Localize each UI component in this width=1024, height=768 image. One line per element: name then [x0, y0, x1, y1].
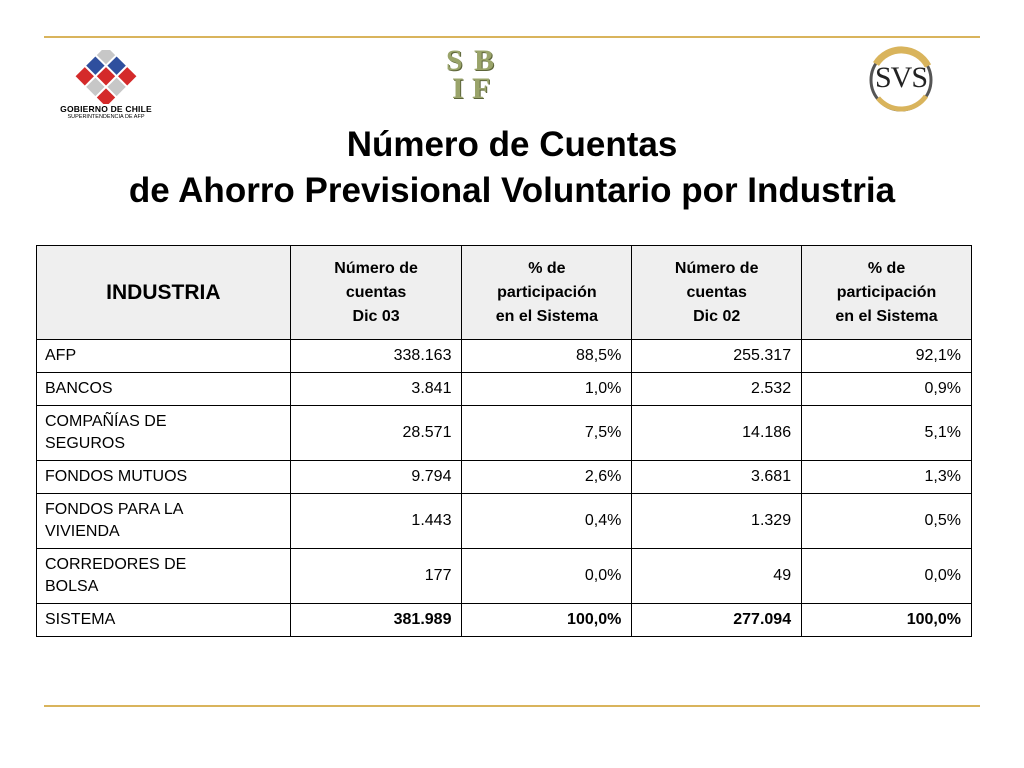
- top-divider: [44, 36, 980, 38]
- table-row-companias-de-seguros: [37, 406, 972, 461]
- accounts-dic03-cell: 1.443: [290, 494, 462, 549]
- share-dic03-cell: 0,4%: [462, 494, 632, 549]
- accounts-dic03-cell: 3.841: [290, 373, 462, 406]
- header-line: en el Sistema: [495, 307, 599, 325]
- sbif-letter-f: F: [472, 72, 491, 105]
- share-dic03-cell: 1,0%: [462, 373, 632, 406]
- accounts-dic02-cell: 2.532: [632, 373, 802, 406]
- industry-cell: [37, 461, 291, 494]
- share-dic03-cell: 0,0%: [462, 549, 632, 604]
- accounts-dic03-cell: 9.794: [290, 461, 462, 494]
- industry-name: SISTEMA: [45, 611, 116, 628]
- header-line: en el Sistema: [835, 307, 938, 325]
- share-dic02-cell: 92,1%: [802, 340, 972, 373]
- header-cuentas-dic03: [290, 246, 462, 340]
- accounts-dic02-cell: 277.094: [632, 604, 802, 637]
- gobierno-name: GOBIERNO DE CHILE: [60, 104, 152, 114]
- industry-name: CORREDORES DE: [45, 556, 187, 573]
- accounts-dic02-cell: 3.681: [632, 461, 802, 494]
- sbif-logo: [444, 44, 508, 108]
- industry-name: COMPAÑÍAS DE: [45, 413, 167, 430]
- header-participacion-dic02: [802, 246, 972, 340]
- table-row-bancos: [37, 373, 972, 406]
- gobierno-subtitle: SUPERINTENDENCIA DE AFP: [67, 114, 145, 120]
- share-dic02-cell: 0,0%: [802, 549, 972, 604]
- accounts-dic03-cell: 177: [290, 549, 462, 604]
- header-cuentas-dic02: [632, 246, 802, 340]
- accounts-dic03-cell: 381.989: [290, 604, 462, 637]
- header-line: participación: [497, 283, 597, 301]
- share-dic03-cell: 88,5%: [462, 340, 632, 373]
- table-row-fondos-mutuos: [37, 461, 972, 494]
- table-row-fondos-para-la-vivienda: [37, 494, 972, 549]
- sbif-letter-b: B: [474, 44, 495, 77]
- accounts-dic02-cell: 14.186: [632, 406, 802, 461]
- bottom-divider: [44, 705, 980, 707]
- table-row-sistema-total: [37, 604, 972, 637]
- industry-cell: [37, 340, 291, 373]
- industry-name: BOLSA: [45, 578, 99, 595]
- share-dic03-cell: 100,0%: [462, 604, 632, 637]
- chile-emblem-icon: [70, 50, 142, 104]
- share-dic02-cell: 0,5%: [802, 494, 972, 549]
- table-row-afp: [37, 340, 972, 373]
- header-line: Dic 03: [352, 307, 400, 325]
- industry-cell: [37, 373, 291, 406]
- share-dic02-cell: 0,9%: [802, 373, 972, 406]
- share-dic02-cell: 5,1%: [802, 406, 972, 461]
- accounts-dic02-cell: 255.317: [632, 340, 802, 373]
- header-line: participación: [836, 283, 937, 301]
- svs-logo: [866, 44, 938, 114]
- header-line: cuentas: [345, 283, 407, 301]
- industry-cell: [37, 549, 291, 604]
- industry-cell: [37, 494, 291, 549]
- sbif-letter-i: I: [452, 72, 464, 105]
- header-line: cuentas: [686, 283, 747, 301]
- industry-name: SEGUROS: [45, 435, 126, 452]
- industry-name: FONDOS PARA LA: [45, 501, 184, 518]
- industry-name: VIVIENDA: [45, 523, 120, 540]
- gobierno-de-chile-logo: [56, 50, 156, 122]
- header-line: Dic 02: [693, 307, 741, 325]
- header-participacion-dic03: [462, 246, 632, 340]
- page-title-line-2: de Ahorro Previsional Voluntario por Industria: [128, 171, 896, 210]
- svs-text: SVS: [875, 61, 928, 94]
- accounts-table: [36, 245, 972, 637]
- share-dic02-cell: 1,3%: [802, 461, 972, 494]
- header-line: % de: [867, 259, 906, 277]
- page-title-line-1: Número de Cuentas: [346, 125, 678, 164]
- table-header-row: [37, 246, 972, 340]
- accounts-dic02-cell: 49: [632, 549, 802, 604]
- share-dic03-cell: 7,5%: [462, 406, 632, 461]
- sbif-letter-s: S: [446, 44, 463, 77]
- accounts-dic02-cell: 1.329: [632, 494, 802, 549]
- header-line: % de: [528, 259, 566, 277]
- header-line: Número de: [674, 259, 759, 277]
- header-industria: [37, 246, 291, 340]
- table-row-corredores-de-bolsa: [37, 549, 972, 604]
- industry-cell: [37, 604, 291, 637]
- industry-name: BANCOS: [45, 380, 113, 397]
- share-dic03-cell: 2,6%: [462, 461, 632, 494]
- accounts-dic03-cell: 28.571: [290, 406, 462, 461]
- industry-cell: [37, 406, 291, 461]
- header-line: Número de: [334, 259, 418, 277]
- industry-name: AFP: [45, 347, 77, 364]
- industry-name: FONDOS MUTUOS: [45, 468, 188, 485]
- header-line: INDUSTRIA: [106, 280, 221, 304]
- accounts-dic03-cell: 338.163: [290, 340, 462, 373]
- share-dic02-cell: 100,0%: [802, 604, 972, 637]
